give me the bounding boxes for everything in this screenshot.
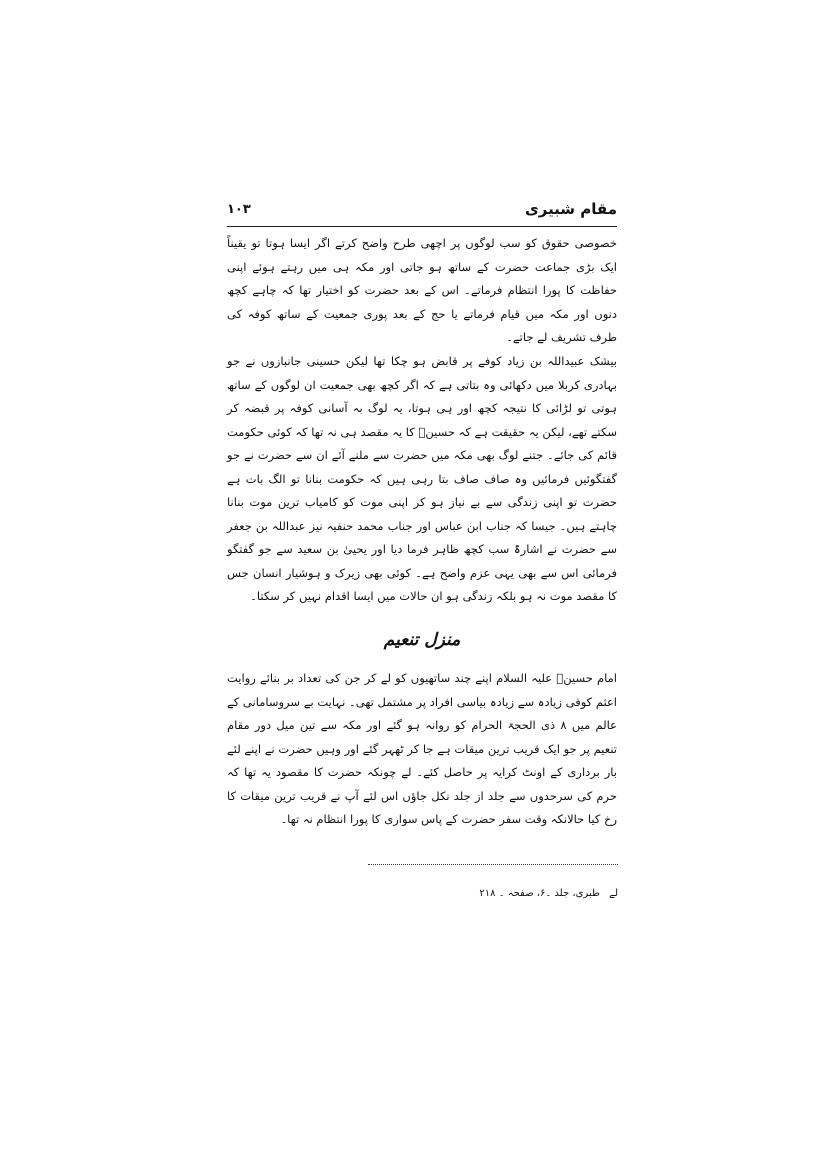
page-header [227, 198, 617, 226]
paragraph-2: بیشک عبیداللہ بن زیاد کوفے پر قابض ہو چکا تھا لیکن حسینی جانبازوں نے جو بہادری کربلا میں دکھائی وہ بتاتی ہے کہ اگر کچھ بھی جمعیت ان لوگوں کے ساتھ ہوتی تو لڑائی کا نتیجہ کچھ اور ہی ہوتا، یہ لوگ بہ آسانی کوفہ پر قبضہ کر سکتے تھے، لیکن یہ حقیقت ہے کہ حسینؑ کا یہ مقصد ہی نہ تھا کہ کوئی حکومت قائم کی جائے۔ جتنے لوگ بھی مکہ میں حضرت سے ملنے آئے ان سے حضرت نے جو گفتگوئیں فرمائیں وہ صاف صاف بتا رہی ہیں کہ حکومت بنانا تو الگ بات ہے حضرت تو اپنی زندگی سے بے نیاز ہو کر اپنی موت کو کامیاب ترین موت بنانا چاہتے ہیں۔ جیسا کہ جناب ابن عباس اور جناب محمد حنفیہ نیز عبداللہ بن جعفر سے حضرت نے اشارۃً سب کچھ ظاہر فرما دیا اور یحییٰ بن سعید سے جو گفتگو فرمائی اس سے بھی یہی عزم واضح ہے۔ کوئی بھی زیرک و ہوشیار انسان جس کا مقصد موت نہ ہو بلکہ زندگی ہو ان حالات میں ایسا اقدام نہیں کر سکتا۔ [227, 354, 617, 603]
footnote-text: طبری، جلد ۔۶، صفحہ ۔ ۲۱۸ [479, 888, 600, 899]
running-title: مقام شبیری [524, 200, 617, 218]
section-heading: منزل تنعیم [383, 630, 461, 650]
footnote-divider [368, 864, 618, 865]
page-number: ۱۰۳ [227, 202, 251, 217]
footnote [368, 888, 618, 899]
header-rule [227, 226, 617, 227]
paragraph-3: امام حسینؑ علیہ السلام اپنے چند ساتھیوں کو لے کر جن کی تعداد بر بنائے روایت اعثم کوفی زیادہ سے زیادہ بیاسی افراد پر مشتمل تھی۔ نہایت بے سروسامانی کے عالم میں ۸ ذی الحجۃ الحرام کو روانہ ہو گئے اور مکہ سے تین میل دور مقام تنعیم پر جو ایک قریب ترین میقات ہے جا کر ٹھہر گئے اور وہیں حضرت نے اپنے لئے بار برداری کے اونٹ کرایہ پر حاصل کئے۔ لے چونکہ حضرت کا مقصود یہ تھا کہ حرم کی سرحدوں سے جلد از جلد نکل جاؤں اس لئے آپ نے قریب ترین میقات کا رخ کیا حالانکہ وقت سفر حضرت کے پاس سواری کا پورا انتظام نہ تھا۔ [227, 671, 618, 826]
footnote-marker: لے [609, 888, 618, 899]
paragraph-1: خصوصی حقوق کو سب لوگوں پر اچھی طرح واضح کرتے اگر ایسا ہوتا تو یقیناً ایک بڑی جماعت حضرت کے ساتھ ہو جاتی اور مکہ ہی میں رہتے ہوئے اپنی حفاظت کا پورا انتظام فرماتے۔ اس کے بعد حضرت کو اختیار تھا کہ چاہے کچھ دنوں اور مکہ میں قیام فرماتے یا حج کے بعد پوری جمعیت کے ساتھ کوفہ کی طرف تشریف لے جاتے۔ [227, 236, 617, 344]
